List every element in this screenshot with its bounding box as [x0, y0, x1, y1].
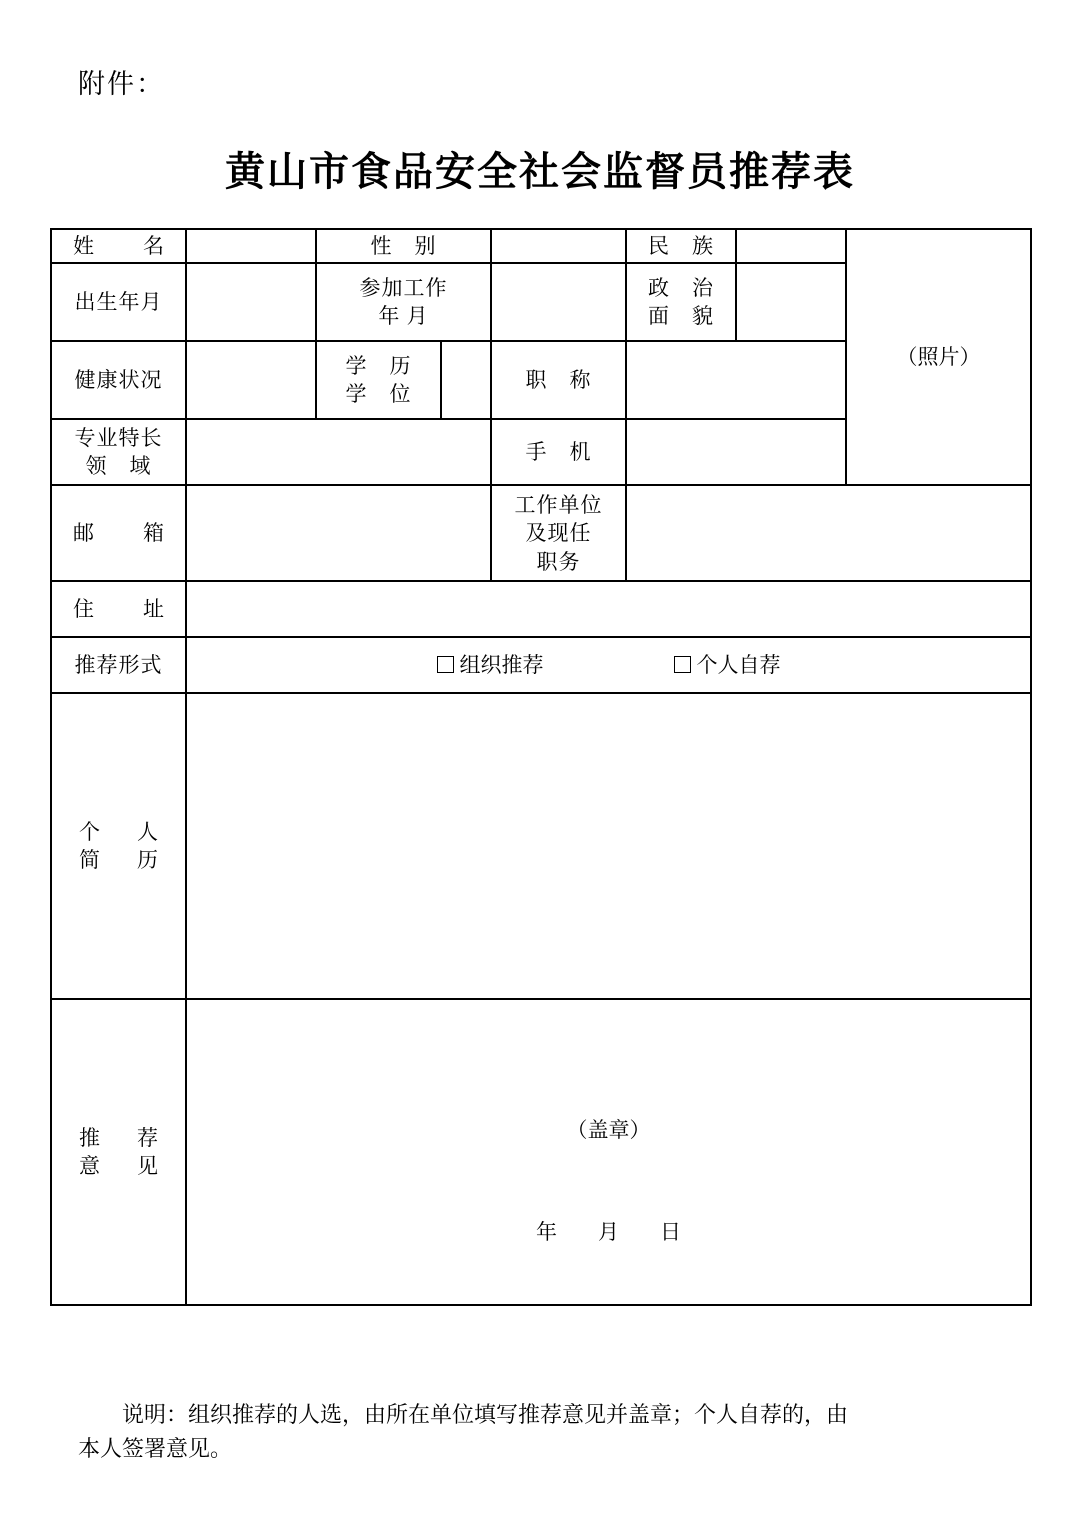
label-resume-line1: 个 人 — [79, 820, 166, 844]
label-mobile: 手 机 — [491, 419, 626, 485]
table-row — [51, 637, 1031, 693]
label-resume-line2: 简 历 — [79, 848, 166, 873]
value-work-unit[interactable] — [626, 485, 1031, 581]
label-work-unit-line3: 职务 — [536, 549, 581, 574]
photo-placeholder[interactable]: （照片） — [846, 229, 1031, 485]
label-email: 邮 箱 — [51, 485, 186, 581]
label-political-status-line2: 面 貌 — [648, 304, 714, 329]
value-name[interactable] — [186, 229, 316, 263]
label-work-start-line1: 参加工作 — [359, 276, 448, 300]
label-specialty — [51, 419, 186, 485]
table-row — [51, 485, 1031, 581]
label-political-status-line1: 政 治 — [648, 276, 714, 300]
checkbox-icon[interactable] — [674, 656, 691, 673]
label-work-start-line2: 年 月 — [378, 304, 429, 329]
value-mobile[interactable] — [626, 419, 846, 485]
recommendation-form-table — [50, 228, 1032, 1306]
label-work-unit — [491, 485, 626, 581]
label-specialty-line1: 专业特长 — [74, 426, 163, 450]
value-opinion[interactable] — [186, 999, 1031, 1305]
checkbox-label-organization: 组织推荐 — [459, 653, 544, 678]
table-row — [51, 999, 1031, 1305]
label-specialty-line2: 领 域 — [85, 454, 152, 479]
attachment-label: 附件： — [78, 69, 165, 99]
seal-placeholder: （盖章） — [566, 1118, 651, 1143]
checkbox-option-self[interactable] — [674, 651, 781, 679]
label-political-status — [626, 263, 736, 341]
label-opinion-line2: 意 见 — [79, 1154, 166, 1179]
label-title-rank: 职 称 — [491, 341, 626, 419]
value-health[interactable] — [186, 341, 316, 419]
value-ethnicity[interactable] — [736, 229, 846, 263]
label-opinion-line1: 推 荐 — [79, 1126, 166, 1150]
value-email[interactable] — [186, 485, 491, 581]
value-title-rank[interactable] — [626, 341, 846, 419]
value-specialty[interactable] — [186, 419, 491, 485]
label-gender: 性 别 — [316, 229, 491, 263]
value-birth-date[interactable] — [186, 263, 316, 341]
value-work-start[interactable] — [491, 263, 626, 341]
label-name: 姓 名 — [51, 229, 186, 263]
label-ethnicity: 民 族 — [626, 229, 736, 263]
label-work-start — [316, 263, 491, 341]
label-health: 健康状况 — [51, 341, 186, 419]
table-row — [51, 229, 1031, 263]
label-resume — [51, 693, 186, 999]
label-birth-date: 出生年月 — [51, 263, 186, 341]
note-line-2: 本人签署意见。 — [78, 1436, 233, 1462]
label-recommend-form: 推荐形式 — [51, 637, 186, 693]
recommend-form-options — [186, 637, 1031, 693]
table-row — [51, 693, 1031, 999]
opinion-date-line[interactable]: 年 月 日 — [536, 1220, 691, 1245]
value-gender[interactable] — [491, 229, 626, 263]
label-education-line2: 学 位 — [345, 382, 412, 407]
checkbox-label-self: 个人自荐 — [696, 653, 781, 678]
value-political-status[interactable] — [736, 263, 846, 341]
label-education — [316, 341, 441, 419]
form-note — [78, 1398, 1008, 1466]
value-address[interactable] — [186, 581, 1031, 637]
checkbox-icon[interactable] — [437, 656, 454, 673]
page-title: 黄山市食品安全社会监督员推荐表 — [225, 149, 855, 194]
checkbox-option-organization[interactable] — [437, 651, 544, 679]
value-education[interactable] — [441, 341, 491, 419]
value-resume[interactable] — [186, 693, 1031, 999]
label-opinion — [51, 999, 186, 1305]
label-work-unit-line1: 工作单位 — [514, 492, 603, 517]
label-work-unit-line2: 及现任 — [525, 521, 592, 546]
table-row — [51, 581, 1031, 637]
label-address: 住 址 — [51, 581, 186, 637]
note-line-1: 说明：组织推荐的人选，由所在单位填写推荐意见并盖章；个人自荐的，由 — [122, 1402, 849, 1427]
label-education-line1: 学 历 — [345, 354, 412, 378]
